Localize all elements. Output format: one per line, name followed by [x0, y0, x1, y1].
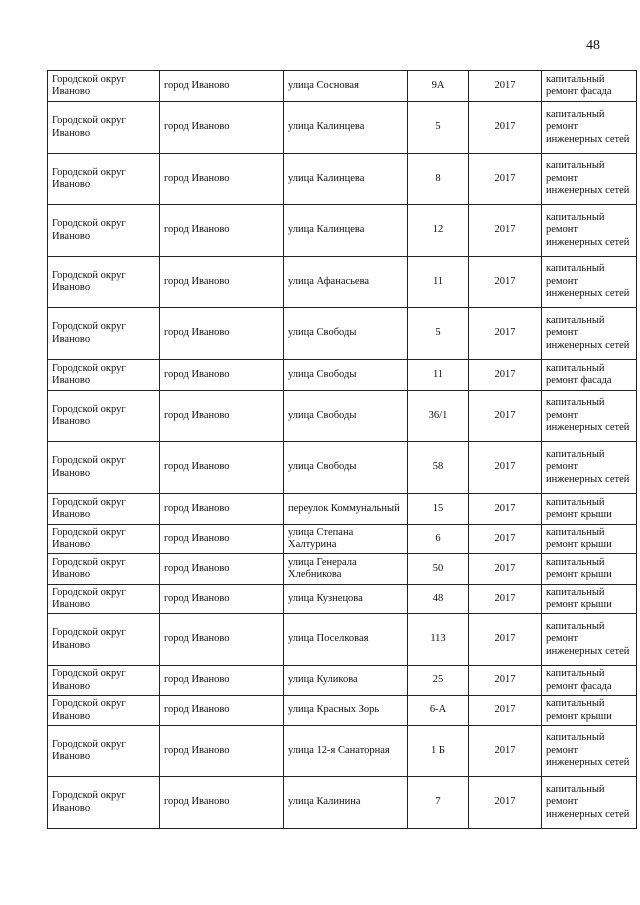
work-type-cell: капитальный ремонт инженерных сетей	[542, 391, 637, 442]
house-number-cell: 9А	[408, 71, 469, 102]
city-cell: город Иваново	[160, 71, 284, 102]
street-cell: переулок Коммунальный	[284, 494, 408, 525]
house-number-cell: 36/1	[408, 391, 469, 442]
work-type-cell: капитальный ремонт крыши	[542, 585, 637, 614]
work-type-cell: капитальный ремонт инженерных сетей	[542, 257, 637, 308]
street-cell: улица Афанасьева	[284, 257, 408, 308]
work-type-cell: капитальный ремонт крыши	[542, 494, 637, 525]
city-cell: город Иваново	[160, 360, 284, 391]
work-type-cell: капитальный ремонт инженерных сетей	[542, 102, 637, 154]
city-cell: город Иваново	[160, 554, 284, 585]
table-row	[48, 554, 637, 585]
house-number-cell: 12	[408, 205, 469, 257]
city-cell: город Иваново	[160, 257, 284, 308]
street-cell: улица Свободы	[284, 391, 408, 442]
district-cell: Городской округ Иваново	[48, 360, 160, 391]
district-cell: Городской округ Иваново	[48, 585, 160, 614]
district-cell: Городской округ Иваново	[48, 554, 160, 585]
table-row	[48, 308, 637, 360]
year-cell: 2017	[469, 71, 542, 102]
table-row	[48, 205, 637, 257]
table-row	[48, 257, 637, 308]
year-cell: 2017	[469, 154, 542, 205]
city-cell: город Иваново	[160, 442, 284, 494]
table-row	[48, 360, 637, 391]
work-type-cell: капитальный ремонт инженерных сетей	[542, 614, 637, 666]
year-cell: 2017	[469, 360, 542, 391]
table-row	[48, 726, 637, 777]
work-type-cell: капитальный ремонт инженерных сетей	[542, 777, 637, 829]
table-row	[48, 494, 637, 525]
district-cell: Городской округ Иваново	[48, 614, 160, 666]
house-number-cell: 48	[408, 585, 469, 614]
district-cell: Городской округ Иваново	[48, 666, 160, 696]
work-type-cell: капитальный ремонт крыши	[542, 525, 637, 554]
repair-registry-table	[47, 70, 637, 829]
table-row	[48, 696, 637, 726]
table-row	[48, 585, 637, 614]
house-number-cell: 113	[408, 614, 469, 666]
city-cell: город Иваново	[160, 666, 284, 696]
house-number-cell: 7	[408, 777, 469, 829]
city-cell: город Иваново	[160, 494, 284, 525]
house-number-cell: 5	[408, 308, 469, 360]
district-cell: Городской округ Иваново	[48, 525, 160, 554]
district-cell: Городской округ Иваново	[48, 726, 160, 777]
table-row	[48, 614, 637, 666]
year-cell: 2017	[469, 205, 542, 257]
year-cell: 2017	[469, 257, 542, 308]
city-cell: город Иваново	[160, 308, 284, 360]
street-cell: улица Генерала Хлебникова	[284, 554, 408, 585]
table-row	[48, 391, 637, 442]
district-cell: Городской округ Иваново	[48, 308, 160, 360]
city-cell: город Иваново	[160, 614, 284, 666]
house-number-cell: 15	[408, 494, 469, 525]
house-number-cell: 50	[408, 554, 469, 585]
year-cell: 2017	[469, 308, 542, 360]
year-cell: 2017	[469, 726, 542, 777]
street-cell: улица Поселковая	[284, 614, 408, 666]
district-cell: Городской округ Иваново	[48, 442, 160, 494]
table-body	[48, 71, 637, 829]
year-cell: 2017	[469, 391, 542, 442]
house-number-cell: 1 Б	[408, 726, 469, 777]
work-type-cell: капитальный ремонт фасада	[542, 360, 637, 391]
house-number-cell: 6	[408, 525, 469, 554]
work-type-cell: капитальный ремонт инженерных сетей	[542, 308, 637, 360]
street-cell: улица Калинцева	[284, 102, 408, 154]
work-type-cell: капитальный ремонт инженерных сетей	[542, 726, 637, 777]
work-type-cell: капитальный ремонт инженерных сетей	[542, 154, 637, 205]
city-cell: город Иваново	[160, 696, 284, 726]
year-cell: 2017	[469, 442, 542, 494]
street-cell: улица 12-я Санаторная	[284, 726, 408, 777]
district-cell: Городской округ Иваново	[48, 71, 160, 102]
house-number-cell: 8	[408, 154, 469, 205]
house-number-cell: 6-А	[408, 696, 469, 726]
year-cell: 2017	[469, 777, 542, 829]
street-cell: улица Свободы	[284, 308, 408, 360]
city-cell: город Иваново	[160, 777, 284, 829]
page-number: 48	[586, 38, 600, 53]
district-cell: Городской округ Иваново	[48, 102, 160, 154]
city-cell: город Иваново	[160, 525, 284, 554]
year-cell: 2017	[469, 666, 542, 696]
table-row	[48, 777, 637, 829]
work-type-cell: капитальный ремонт фасада	[542, 71, 637, 102]
year-cell: 2017	[469, 494, 542, 525]
district-cell: Городской округ Иваново	[48, 257, 160, 308]
city-cell: город Иваново	[160, 726, 284, 777]
table-row	[48, 442, 637, 494]
year-cell: 2017	[469, 614, 542, 666]
city-cell: город Иваново	[160, 585, 284, 614]
house-number-cell: 58	[408, 442, 469, 494]
street-cell: улица Калинцева	[284, 154, 408, 205]
street-cell: улица Сосновая	[284, 71, 408, 102]
street-cell: улица Степана Халтурина	[284, 525, 408, 554]
work-type-cell: капитальный ремонт инженерных сетей	[542, 205, 637, 257]
house-number-cell: 11	[408, 360, 469, 391]
work-type-cell: капитальный ремонт инженерных сетей	[542, 442, 637, 494]
table-row	[48, 71, 637, 102]
street-cell: улица Красных Зорь	[284, 696, 408, 726]
district-cell: Городской округ Иваново	[48, 696, 160, 726]
work-type-cell: капитальный ремонт крыши	[542, 696, 637, 726]
city-cell: город Иваново	[160, 102, 284, 154]
street-cell: улица Свободы	[284, 442, 408, 494]
city-cell: город Иваново	[160, 205, 284, 257]
year-cell: 2017	[469, 102, 542, 154]
work-type-cell: капитальный ремонт крыши	[542, 554, 637, 585]
house-number-cell: 5	[408, 102, 469, 154]
year-cell: 2017	[469, 554, 542, 585]
city-cell: город Иваново	[160, 391, 284, 442]
table-row	[48, 102, 637, 154]
district-cell: Городской округ Иваново	[48, 494, 160, 525]
district-cell: Городской округ Иваново	[48, 154, 160, 205]
year-cell: 2017	[469, 585, 542, 614]
year-cell: 2017	[469, 525, 542, 554]
table-row	[48, 666, 637, 696]
district-cell: Городской округ Иваново	[48, 777, 160, 829]
year-cell: 2017	[469, 696, 542, 726]
work-type-cell: капитальный ремонт фасада	[542, 666, 637, 696]
street-cell: улица Кузнецова	[284, 585, 408, 614]
house-number-cell: 25	[408, 666, 469, 696]
street-cell: улица Свободы	[284, 360, 408, 391]
district-cell: Городской округ Иваново	[48, 205, 160, 257]
city-cell: город Иваново	[160, 154, 284, 205]
street-cell: улица Калинцева	[284, 205, 408, 257]
table-row	[48, 525, 637, 554]
house-number-cell: 11	[408, 257, 469, 308]
street-cell: улица Калинина	[284, 777, 408, 829]
street-cell: улица Куликова	[284, 666, 408, 696]
table-row	[48, 154, 637, 205]
district-cell: Городской округ Иваново	[48, 391, 160, 442]
